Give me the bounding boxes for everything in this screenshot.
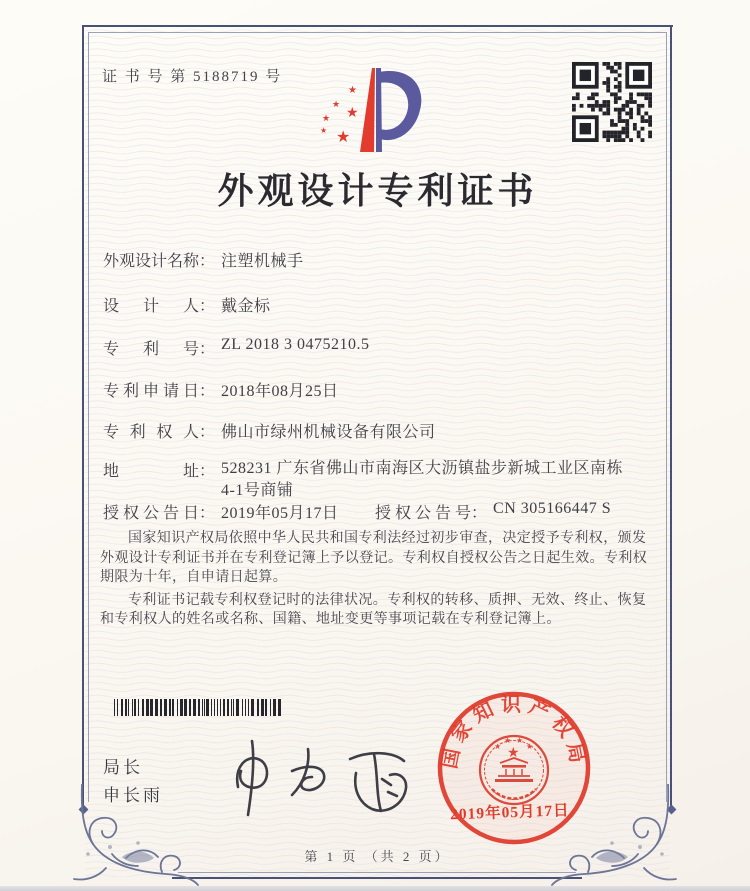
field-grant-number: 授权公告号： CN 305166447 S (375, 500, 612, 522)
field-label: 授权公告日 (103, 505, 199, 522)
svg-text:★: ★ (322, 114, 331, 124)
field-label: 外观设计名称 (103, 253, 200, 270)
seal-org-text: 国家知识产权局 (438, 694, 590, 771)
frame-left-inner (88, 32, 89, 802)
frame-bottom-inner (178, 872, 576, 873)
svg-text:★: ★ (494, 742, 502, 751)
frame-right-outer (670, 25, 672, 808)
field-grant-date: 授权公告日： 2019年05月17日 (103, 500, 339, 517)
svg-text:★: ★ (504, 736, 512, 745)
qr-code (572, 62, 652, 142)
field-value: ZL 2018 3 0475210.5 (221, 336, 370, 353)
field-label: 授权公告号 (375, 505, 471, 522)
director-signature (222, 731, 427, 819)
seal-date: 2019年05月17日 (449, 802, 570, 824)
field-grant-row (103, 500, 663, 523)
field-label: 地址 (103, 463, 199, 480)
svg-text:★: ★ (332, 100, 341, 110)
logo-blue-bowl (379, 71, 421, 140)
frame-left-outer (82, 25, 84, 808)
photo-bottom-edge (0, 886, 750, 891)
field-application-date: 专利申请日： 2018年08月25日 (103, 378, 339, 401)
field-value: 注塑机械手 (221, 253, 304, 270)
field-designer: 设计人： 戴金标 (103, 293, 271, 316)
certificate-title: 外观设计专利证书 (217, 171, 538, 211)
svg-text:★: ★ (336, 127, 351, 146)
frame-bottom-outer (172, 877, 582, 879)
logo-stars (320, 85, 359, 146)
field-patent-number: 专利号： ZL 2018 3 0475210.5 (103, 336, 370, 358)
field-address: 地址： 528231 广东省佛山市南海区大沥镇盐步新城工业区南栋4-1号商铺 (103, 458, 633, 502)
svg-text:★: ★ (516, 736, 524, 745)
legal-text (100, 529, 648, 633)
field-value: 528231 广东省佛山市南海区大沥镇盐步新城工业区南栋4-1号商铺 (221, 460, 624, 499)
barcode (114, 699, 286, 716)
svg-text:★: ★ (507, 745, 520, 761)
field-value: 2019年05月17日 (221, 505, 339, 522)
director-title: 局长 (103, 758, 143, 777)
svg-text:★: ★ (348, 85, 357, 96)
svg-text:★: ★ (320, 126, 328, 135)
field-patentee: 专利权人： 佛山市绿州机械设备有限公司 (103, 419, 436, 442)
logo-red-spike (360, 68, 375, 152)
frame-top-outer (82, 25, 673, 27)
cnipa-logo-icon (316, 60, 428, 156)
svg-text:★: ★ (526, 742, 534, 751)
field-design-name: 外观设计名称： 注塑机械手 (103, 248, 304, 271)
svg-text:★: ★ (346, 105, 359, 121)
frame-top-inner (88, 32, 667, 33)
corner-flourish-right (550, 784, 684, 886)
field-value: 佛山市绿州机械设备有限公司 (221, 424, 436, 441)
field-label: 专利申请日 (103, 383, 199, 400)
field-label: 设计人 (103, 298, 199, 315)
field-label: 专利权人 (103, 424, 199, 441)
frame-right-inner (666, 32, 667, 802)
legal-paragraph-2: 专利证书记载专利权登记时的法律状况。专利权的转移、质押、无效、终止、恢复和专利权人的姓名或名称、国籍、地址变更等事项记载在专利登记簿上。 (100, 592, 647, 628)
field-label: 专利号 (103, 341, 199, 358)
field-value: CN 305166447 S (493, 500, 612, 517)
field-value: 2018年08月25日 (221, 383, 339, 400)
page-number: 第 1 页 （共 2 页） (304, 849, 451, 864)
director-name: 申长雨 (103, 786, 163, 805)
field-value: 戴金标 (221, 298, 271, 315)
legal-paragraph-1: 国家知识产权局依照中华人民共和国专利法经过初步审查，决定授予专利权，颁发外观设计专利证书并在专利登记簿上予以登记。专利权自授权公告之日起生效。专利权期限为十年，自申请日起算。 (100, 531, 648, 586)
certificate-number: 证 书 号 第 5188719 号 (102, 69, 283, 85)
